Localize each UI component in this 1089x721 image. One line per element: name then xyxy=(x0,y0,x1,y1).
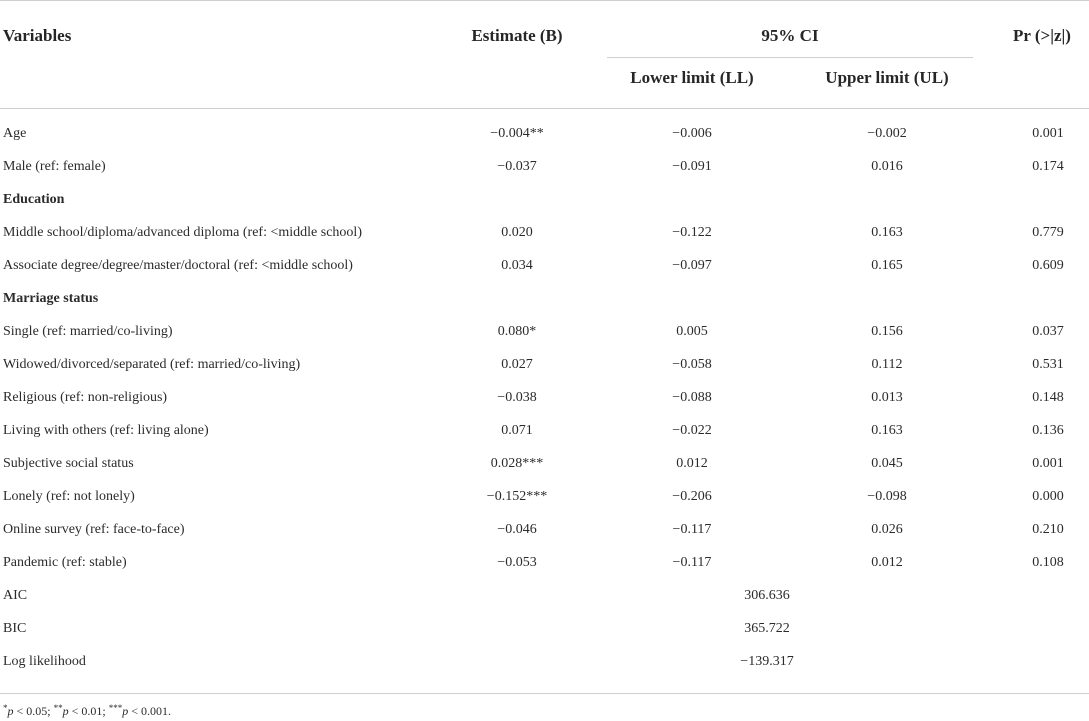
row-p-value: 0.001 xyxy=(1032,456,1064,471)
header-ci: 95% CI xyxy=(761,26,819,45)
row-lower-limit: −0.097 xyxy=(672,258,712,273)
row-label: Lonely (ref: not lonely) xyxy=(3,489,135,504)
row-estimate: 0.028*** xyxy=(490,456,544,471)
section-heading: Education xyxy=(3,192,65,207)
footnote-text-1: < 0.05; xyxy=(13,704,54,718)
ci-rule xyxy=(607,57,973,58)
row-estimate: −0.037 xyxy=(497,159,537,174)
row-p-value: 0.136 xyxy=(1032,423,1064,438)
footnote-sig-1: * xyxy=(3,703,8,713)
footnote-p-2: p xyxy=(62,704,69,718)
row-label: Widowed/divorced/separated (ref: married/co-living) xyxy=(3,357,301,372)
fit-label: BIC xyxy=(3,621,27,636)
row-p-value: 0.108 xyxy=(1032,555,1064,570)
fit-value: 306.636 xyxy=(744,588,790,603)
row-lower-limit: 0.012 xyxy=(676,456,708,471)
row-lower-limit: −0.206 xyxy=(672,489,712,504)
row-label: Single (ref: married/co-living) xyxy=(3,324,173,339)
row-estimate: −0.053 xyxy=(497,555,537,570)
row-label: Living with others (ref: living alone) xyxy=(3,423,209,438)
top-rule xyxy=(0,0,1089,1)
row-label: Associate degree/degree/master/doctoral (ref: <middle school) xyxy=(3,258,353,273)
row-p-value: 0.609 xyxy=(1032,258,1064,273)
row-lower-limit: −0.117 xyxy=(672,555,712,570)
footnote xyxy=(3,704,171,718)
row-estimate: 0.027 xyxy=(501,357,533,372)
row-upper-limit: 0.163 xyxy=(871,423,903,438)
row-estimate: −0.004** xyxy=(490,126,544,141)
row-estimate: 0.034 xyxy=(501,258,533,273)
row-label: Religious (ref: non-religious) xyxy=(3,390,168,405)
row-p-value: 0.779 xyxy=(1032,225,1064,240)
footnote-sig-3: *** xyxy=(108,703,123,713)
footnote-p-3: p xyxy=(122,704,129,718)
row-label: Subjective social status xyxy=(3,456,134,471)
footnote-sig-2: ** xyxy=(53,703,63,713)
fit-value: 365.722 xyxy=(744,621,790,636)
section-heading: Marriage status xyxy=(3,291,99,306)
footnote-text-3: < 0.001. xyxy=(128,704,171,718)
row-lower-limit: −0.091 xyxy=(672,159,712,174)
fit-value: −139.317 xyxy=(740,654,794,669)
row-lower-limit: −0.006 xyxy=(672,126,712,141)
footnote-text-2: < 0.01; xyxy=(68,704,109,718)
row-upper-limit: 0.112 xyxy=(871,357,903,372)
header-lower: Lower limit (LL) xyxy=(630,68,754,87)
row-lower-limit: −0.117 xyxy=(672,522,712,537)
row-estimate: −0.152*** xyxy=(486,489,548,504)
row-p-value: 0.037 xyxy=(1032,324,1064,339)
row-lower-limit: −0.022 xyxy=(672,423,712,438)
row-upper-limit: 0.026 xyxy=(871,522,903,537)
header-upper: Upper limit (UL) xyxy=(825,68,949,87)
row-estimate: −0.038 xyxy=(497,390,537,405)
row-upper-limit: 0.045 xyxy=(871,456,903,471)
row-lower-limit: 0.005 xyxy=(676,324,708,339)
row-label: Middle school/diploma/advanced diploma (ref: <middle school) xyxy=(3,225,362,240)
header-pr: Pr (>|z|) xyxy=(1013,26,1071,45)
row-lower-limit: −0.122 xyxy=(672,225,712,240)
row-upper-limit: 0.012 xyxy=(871,555,903,570)
row-upper-limit: 0.165 xyxy=(871,258,903,273)
row-upper-limit: 0.013 xyxy=(871,390,903,405)
fit-label: AIC xyxy=(3,588,28,603)
row-p-value: 0.000 xyxy=(1032,489,1064,504)
fit-label: Log likelihood xyxy=(3,654,86,669)
header-variables: Variables xyxy=(3,26,72,45)
row-estimate: 0.071 xyxy=(501,423,533,438)
row-upper-limit: 0.016 xyxy=(871,159,903,174)
row-upper-limit: −0.098 xyxy=(867,489,907,504)
row-p-value: 0.174 xyxy=(1032,159,1064,174)
row-label: Male (ref: female) xyxy=(3,159,106,174)
row-p-value: 0.148 xyxy=(1032,390,1064,405)
row-estimate: 0.020 xyxy=(501,225,533,240)
row-estimate: −0.046 xyxy=(497,522,537,537)
row-p-value: 0.001 xyxy=(1032,126,1064,141)
row-p-value: 0.210 xyxy=(1032,522,1064,537)
row-p-value: 0.531 xyxy=(1032,357,1064,372)
row-label: Age xyxy=(3,126,27,141)
row-lower-limit: −0.058 xyxy=(672,357,712,372)
footnote-p-1: p xyxy=(7,704,14,718)
header-estimate: Estimate (B) xyxy=(471,26,563,45)
row-label: Pandemic (ref: stable) xyxy=(3,555,127,570)
row-lower-limit: −0.088 xyxy=(672,390,712,405)
row-upper-limit: −0.002 xyxy=(867,126,907,141)
header-rule xyxy=(0,108,1089,109)
row-label: Online survey (ref: face-to-face) xyxy=(3,522,185,537)
row-upper-limit: 0.163 xyxy=(871,225,903,240)
row-estimate: 0.080* xyxy=(497,324,537,339)
bottom-rule xyxy=(0,693,1089,694)
row-upper-limit: 0.156 xyxy=(871,324,903,339)
